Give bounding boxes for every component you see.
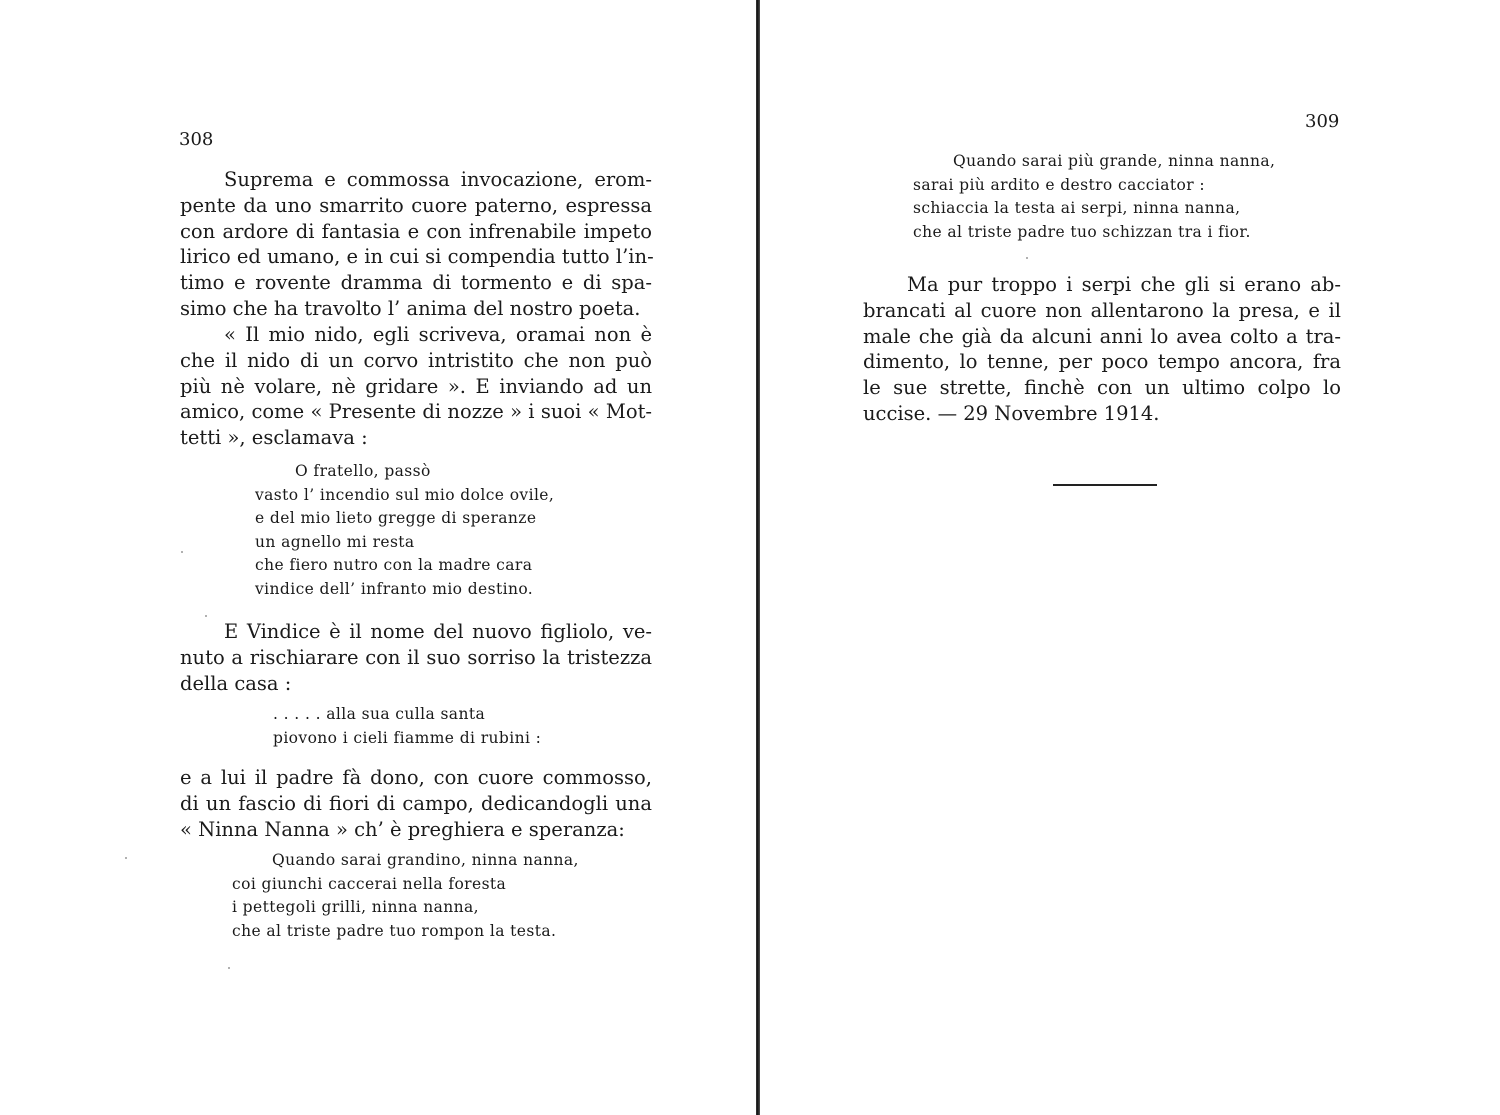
verse-line: Quando sarai grandino, ninna nanna, bbox=[272, 851, 579, 869]
verse-line: che al triste padre tuo schizzan tra i fior. bbox=[913, 222, 1251, 241]
verse-line: e del mio lieto gregge di speranze bbox=[255, 509, 537, 527]
paragraph-ninna-nanna bbox=[180, 765, 652, 842]
text-line: « Il mio nido, egli scriveva, oramai non è bbox=[224, 323, 652, 346]
scan-speck bbox=[228, 967, 230, 969]
paragraph-conclusion bbox=[863, 272, 1341, 427]
text-line: di un fascio di fiori di campo, dedicandogli una bbox=[180, 791, 652, 815]
text-line: E Vindice è il nome del nuovo figliolo, ve- bbox=[224, 620, 652, 643]
verse-line: che fiero nutro con la madre cara bbox=[255, 556, 533, 574]
verse-line: che al triste padre tuo rompon la testa. bbox=[232, 921, 557, 940]
verse-line: Quando sarai più grande, ninna nanna, bbox=[953, 152, 1276, 170]
verse-line: vindice dell’ infranto mio destino. bbox=[255, 579, 534, 598]
page-number-left: 308 bbox=[179, 129, 214, 150]
scan-speck bbox=[181, 551, 183, 553]
closing-rule bbox=[1053, 484, 1157, 486]
text-line: che il nido di un corvo intristito che non può bbox=[180, 348, 652, 372]
text-line: della casa : bbox=[180, 671, 292, 695]
paragraph-vindice bbox=[180, 619, 652, 696]
text-line: Suprema e commossa invocazione, erom- bbox=[224, 168, 652, 191]
verse-line: O fratello, passò bbox=[295, 462, 431, 480]
scan-speck bbox=[1026, 257, 1028, 259]
verse-culla bbox=[273, 703, 541, 750]
verse-line: schiaccia la testa ai serpi, ninna nanna, bbox=[913, 199, 1241, 217]
text-line: pente da uno smarrito cuore paterno, espressa bbox=[180, 193, 652, 217]
verse-line: coi giunchi caccerai nella foresta bbox=[232, 874, 507, 893]
text-line: con ardore di fantasia e con infrenabile impeto bbox=[180, 219, 652, 243]
verse-grandino bbox=[232, 849, 579, 943]
text-line: brancati al cuore non allentarono la presa, e il bbox=[863, 298, 1341, 322]
paragraph-invocation bbox=[180, 167, 652, 322]
text-line: timo e rovente dramma di tormento e di spa- bbox=[180, 271, 652, 295]
verse-line: sarai più ardito e destro cacciator : bbox=[913, 175, 1205, 194]
text-line: nuto a rischiarare con il suo sorriso la tristezza bbox=[180, 645, 652, 669]
text-line: simo che ha travolto l’ anima del nostro poeta. bbox=[180, 296, 641, 320]
text-line: e a lui il padre fà dono, con cuore commosso, bbox=[180, 766, 652, 789]
scan-speck bbox=[205, 615, 207, 617]
text-line: male che già da alcuni anni lo avea colto a tra- bbox=[863, 324, 1341, 348]
text-line: « Ninna Nanna » ch’ è preghiera e speranza: bbox=[180, 817, 625, 841]
text-line: tetti », esclamava : bbox=[180, 426, 368, 450]
text-line: lirico ed umano, e in cui si compendia tutto l’in- bbox=[180, 245, 654, 269]
paragraph-nest-quote bbox=[180, 322, 652, 451]
verse-line: . . . . . alla sua culla santa bbox=[273, 705, 486, 723]
text-line: più nè volare, nè gridare ». E inviando ad un bbox=[180, 374, 652, 398]
text-line: amico, come « Presente di nozze » i suoi « Mot- bbox=[180, 400, 652, 424]
verse-line: un agnello mi resta bbox=[255, 532, 415, 551]
text-line: dimento, lo tenne, per poco tempo ancora, fra bbox=[863, 350, 1341, 374]
scan-speck bbox=[125, 857, 127, 859]
verse-grande bbox=[913, 150, 1275, 244]
text-line: le sue strette, finchè con un ultimo colpo lo bbox=[863, 376, 1341, 400]
book-spine bbox=[756, 0, 760, 1115]
verse-line: piovono i cieli fiamme di rubini : bbox=[273, 728, 542, 747]
text-line: Ma pur troppo i serpi che gli si erano ab- bbox=[907, 273, 1341, 296]
text-line: uccise. — 29 Novembre 1914. bbox=[863, 401, 1160, 425]
verse-line: i pettegoli grilli, ninna nanna, bbox=[232, 898, 479, 916]
verse-line: vasto l’ incendio sul mio dolce ovile, bbox=[255, 485, 555, 504]
verse-fratello bbox=[255, 460, 554, 601]
page-number-right: 309 bbox=[1305, 111, 1340, 132]
